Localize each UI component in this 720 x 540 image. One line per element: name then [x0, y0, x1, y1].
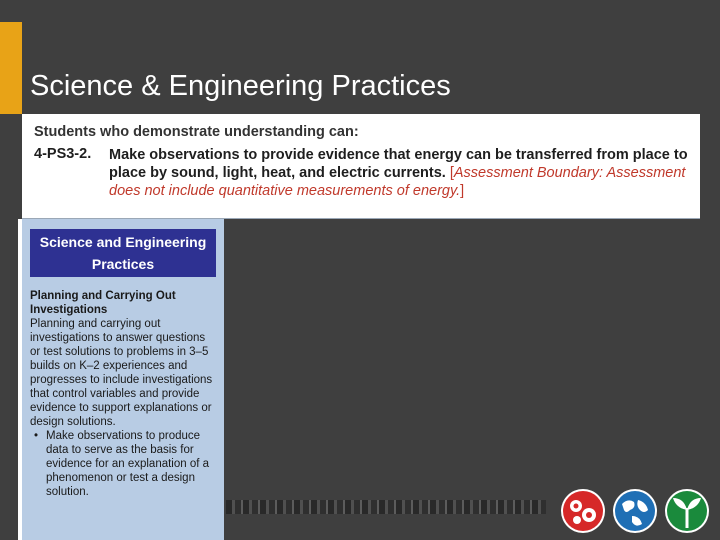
practices-column [22, 219, 224, 540]
boundary-close-bracket: ] [460, 183, 465, 199]
globe-logo-icon [612, 488, 658, 534]
standard-code: 4-PS3-2. [34, 146, 92, 162]
standard-text-block [109, 146, 688, 200]
standard-row [34, 146, 688, 200]
practices-header: Science and Engineering Practices [30, 229, 216, 277]
seedling-logo-icon [664, 488, 710, 534]
slide-title: Science & Engineering Practices [30, 70, 451, 102]
practices-heading: Planning and Carrying Out Investigations [30, 290, 176, 316]
practices-bullet [34, 429, 216, 499]
footer-texture [226, 500, 546, 514]
practices-body: Planning and carrying out investigations to answer questions or test solutions to problems in 3–5 builds on K–2 experiences and progresses to include investigations that control variables and provide evidence to support explanations or design solutions. [30, 318, 213, 428]
bullet-icon: • [34, 430, 39, 442]
practices-bullet-text: Make observations to produce data to serve as the basis for evidence for an explanation of a phenomenon or test a design solution. [46, 430, 210, 498]
standard-intro: Students who demonstrate understanding can: [34, 124, 359, 140]
logo-group [560, 488, 710, 534]
accent-bar [0, 22, 22, 114]
standard-text: Make observations to provide evidence that energy can be transferred from place to place by sound, light, heat, and electric currents. [109, 147, 688, 181]
standard-box [22, 114, 700, 218]
boundary-open-bracket: [ [449, 165, 454, 181]
gears-logo-icon [560, 488, 606, 534]
assessment-boundary: Assessment Boundary: Assessment does not include quantitative measurements of energy. [109, 165, 686, 199]
